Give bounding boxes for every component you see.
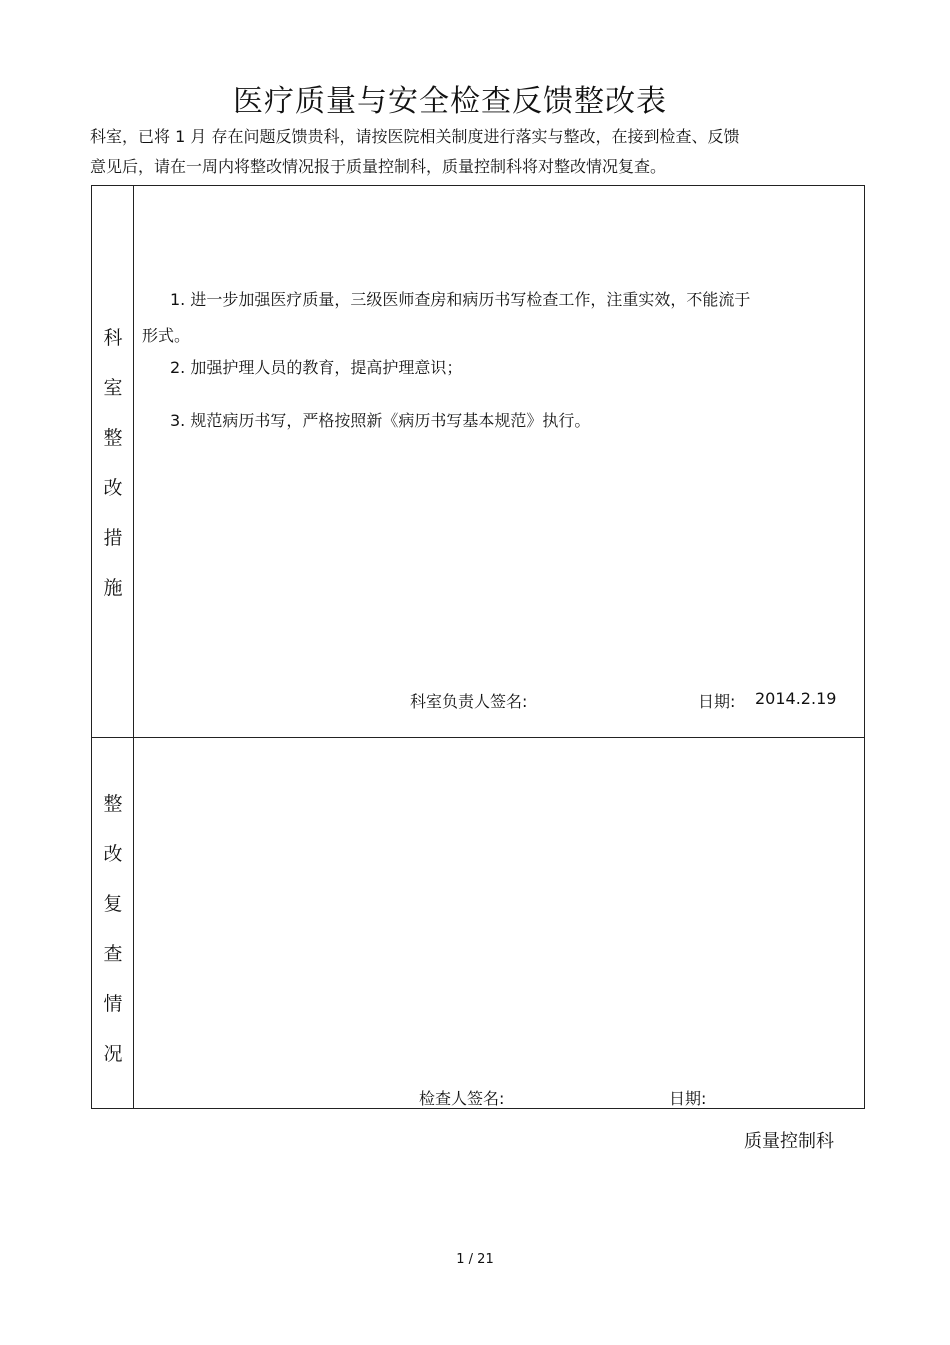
measures-label-char: 施 <box>103 577 123 599</box>
measure-item-1-cont: 形式。 <box>142 326 191 345</box>
date-label: 日期: <box>698 692 736 711</box>
intro-line-1: 科室，已将 1 月 存在问题反馈贵科，请按医院相关制度进行落实与整改，在接到检查、反馈 <box>90 127 740 146</box>
measures-label-char: 室 <box>103 377 123 399</box>
measures-label-char: 科 <box>103 327 123 349</box>
department-name: 质量控制科 <box>744 1131 834 1152</box>
inspector-signature-label: 检查人签名: <box>419 1089 505 1108</box>
dept-head-signature-label: 科室负责人签名: <box>410 692 528 711</box>
measure-item-3: 3. 规范病历书写，严格按照新《病历书写基本规范》执行。 <box>170 411 591 430</box>
review-content <box>134 737 864 1108</box>
review-label-char: 复 <box>103 893 123 915</box>
review-label-char: 情 <box>103 993 123 1015</box>
measures-row <box>92 186 864 738</box>
document-title: 医疗质量与安全检查反馈整改表 <box>233 84 667 119</box>
measure-item-2: 2. 加强护理人员的教育，提高护理意识； <box>170 358 463 377</box>
measures-content <box>134 186 864 737</box>
review-label-char: 整 <box>103 793 123 815</box>
measures-label-char: 整 <box>103 427 123 449</box>
intro-line-2: 意见后，请在一周内将整改情况报于质量控制科，质量控制科将对整改情况复查。 <box>90 157 667 176</box>
measures-label-char: 改 <box>103 477 123 499</box>
review-label <box>92 737 134 1108</box>
review-date-label: 日期: <box>669 1089 707 1108</box>
review-label-char: 改 <box>103 843 123 865</box>
page-number: 1 / 21 <box>456 1252 494 1267</box>
review-label-char: 况 <box>103 1043 123 1065</box>
measures-label-char: 措 <box>103 527 123 549</box>
measures-label <box>92 186 134 737</box>
review-row <box>92 737 864 1108</box>
review-label-char: 查 <box>103 943 123 965</box>
measure-item-1: 1. 进一步加强医疗质量，三级医师查房和病历书写检查工作，注重实效，不能流于 <box>170 290 751 309</box>
date-value: 2014.2.19 <box>755 689 837 708</box>
feedback-table <box>91 185 865 1109</box>
